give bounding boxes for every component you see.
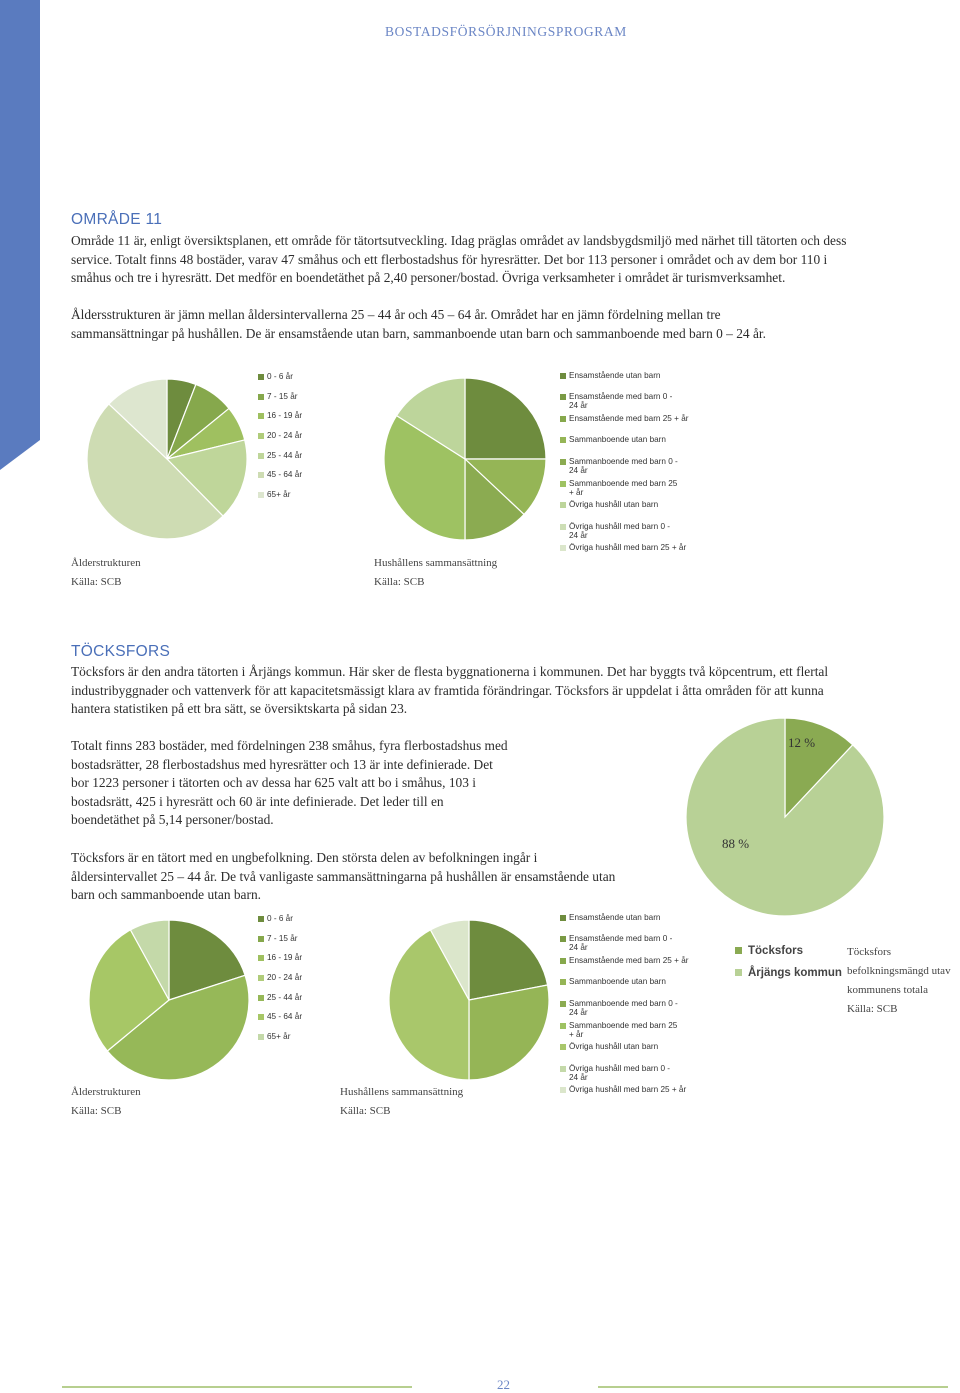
caption-line: befolkningsmängd utav <box>847 965 951 977</box>
legend-entry <box>560 392 679 410</box>
legend-swatch <box>560 958 566 964</box>
legend-entry <box>560 1042 658 1051</box>
omrade11-paragraph-1 <box>71 232 846 288</box>
legend-swatch <box>560 459 566 465</box>
legend-label: Övriga hushåll med barn 25 + år <box>569 1085 687 1094</box>
legend-label: 25 - 44 år <box>267 451 303 460</box>
legend-label: Sammanboende utan barn <box>569 435 666 444</box>
legend-label: Sammanboende med barn 0 - 24 år <box>569 999 678 1017</box>
legend-omrade11-age <box>258 372 358 507</box>
legend-label: 16 - 19 år <box>267 953 303 962</box>
legend-label: Sammanboende med barn 0 - 24 år <box>569 457 678 475</box>
legend-label: Övriga hushåll utan barn <box>569 500 659 509</box>
text-line: åldersintervallet 25 – 44 år. De två vanligaste sammansättningarna på hushållen är ensamstående utan <box>71 868 616 884</box>
pie-chart-omrade11-households <box>382 378 548 540</box>
legend-entry <box>560 1021 679 1039</box>
legend-entry <box>560 457 679 475</box>
legend-swatch <box>258 955 264 961</box>
legend-swatch <box>258 492 264 498</box>
legend-swatch <box>258 936 264 942</box>
caption-title: Hushållens sammansättning <box>374 557 498 569</box>
legend-entry <box>258 914 293 923</box>
legend-label: Sammanboende med barn 25 + år <box>569 479 678 497</box>
data-label-tocksfors: 12 % <box>788 735 816 750</box>
text-line: barn och sammanboende utan barn. <box>71 887 262 903</box>
legend-swatch <box>258 394 264 400</box>
legend-label: Ensamstående med barn 25 + år <box>569 414 689 423</box>
legend-entry <box>258 973 302 982</box>
legend-swatch <box>258 1014 264 1020</box>
section-heading-tocksfors: TÖCKSFORS <box>71 643 171 660</box>
text-line: Töcksfors är en tätort med en ungbefolkning. Den största delen av befolkningen ingår i <box>71 850 538 865</box>
legend-swatch <box>258 916 264 922</box>
sidebar-band <box>0 0 40 440</box>
legend-label: Sammanboende med barn 25 + år <box>569 1021 678 1039</box>
legend-entry <box>258 411 302 420</box>
pie-slice <box>469 985 549 1080</box>
legend-swatch <box>258 413 264 419</box>
legend-label: 7 - 15 år <box>267 934 298 943</box>
legend-label: Övriga hushåll utan barn <box>569 1042 659 1051</box>
legend-swatch <box>258 995 264 1001</box>
legend-swatch <box>258 453 264 459</box>
legend-swatch <box>258 374 264 380</box>
legend-entry <box>560 977 666 986</box>
section-heading-omrade11: OMRÅDE 11 <box>71 211 163 228</box>
legend-swatch <box>560 1023 566 1029</box>
legend-swatch <box>560 394 566 400</box>
legend-entry <box>258 451 302 460</box>
legend-swatch <box>560 915 566 921</box>
legend-swatch <box>560 373 566 379</box>
legend-swatch <box>560 1001 566 1007</box>
legend-label: 65+ år <box>267 1032 291 1041</box>
data-label-arjang: 88 % <box>722 836 750 851</box>
legend-swatch <box>258 433 264 439</box>
legend-label: 25 - 44 år <box>267 993 303 1002</box>
legend-entry <box>258 372 293 381</box>
legend-label: 20 - 24 år <box>267 973 303 982</box>
legend-swatch <box>258 1034 264 1040</box>
caption-tocksfors-population <box>847 943 951 1019</box>
tocksfors-paragraph-1 <box>71 663 828 719</box>
text-line: bostadsrätt, 425 i hyresrätt och 60 är inte definierade. Det leder till en <box>71 793 444 809</box>
legend-label: 7 - 15 år <box>267 392 298 401</box>
legend-entry <box>560 479 679 497</box>
caption-source: Källa: SCB <box>71 1105 122 1117</box>
legend-swatch <box>560 416 566 422</box>
legend-entry <box>735 945 803 957</box>
text-line: Töcksfors är den andra tätorten i Årjängs kommun. Här sker de flesta byggnationerna i kommunen. Det har byggts två köpcentrum, ett flertal <box>71 664 829 679</box>
legend-label: Ensamstående med barn 25 + år <box>569 956 689 965</box>
legend-entry <box>258 934 298 943</box>
caption-tocksfors-age <box>71 1083 141 1121</box>
legend-entry <box>560 371 661 380</box>
pie-chart-omrade11-age <box>86 379 248 539</box>
text-line: sammansättningar på hushållen. De är ensamstående utan barn, sammanboende utan barn och sammanboende med barn 0 – 24 år. <box>71 325 766 341</box>
text-line: Åldersstrukturen är jämn mellan åldersintervallerna 25 – 44 år och 45 – 64 år. Området har en jämn fördelning mellan tre <box>71 307 721 322</box>
caption-omrade11-households <box>374 554 497 592</box>
legend-label: Ensamstående utan barn <box>569 371 661 380</box>
legend-entry <box>560 543 686 552</box>
tocksfors-paragraph-3 <box>71 849 615 905</box>
pie-slice <box>686 718 884 916</box>
caption-source: Källa: SCB <box>71 576 122 588</box>
legend-entry <box>560 435 666 444</box>
caption-title: Hushållens sammansättning <box>340 1086 464 1098</box>
legend-label: 16 - 19 år <box>267 411 303 420</box>
legend-entry <box>560 1085 686 1094</box>
legend-entry <box>258 953 302 962</box>
text-line: boendetäthet på 5,14 personer/bostad. <box>71 812 274 828</box>
legend-label: Årjängs kommun <box>748 967 842 979</box>
legend-swatch <box>258 975 264 981</box>
legend-swatch <box>560 1087 566 1093</box>
legend-entry <box>258 392 298 401</box>
legend-swatch <box>560 524 566 530</box>
legend-swatch <box>560 1044 566 1050</box>
legend-swatch <box>560 481 566 487</box>
legend-entry <box>560 522 679 540</box>
legend-label: 45 - 64 år <box>267 1012 303 1021</box>
legend-label: 65+ år <box>267 490 291 499</box>
legend-entry <box>258 1032 290 1041</box>
legend-label: Övriga hushåll med barn 0 - 24 år <box>569 1064 671 1082</box>
legend-swatch <box>560 545 566 551</box>
pie-slice <box>465 378 546 459</box>
legend-entry <box>560 934 679 952</box>
legend-entry <box>560 414 688 423</box>
legend-swatch <box>560 1066 566 1072</box>
caption-title: Ålderstrukturen <box>71 557 141 569</box>
caption-title: Ålderstrukturen <box>71 1086 141 1098</box>
sidebar-band-tip <box>0 440 40 470</box>
legend-swatch <box>560 936 566 942</box>
legend-swatch <box>560 502 566 508</box>
caption-line: kommunens totala <box>847 984 928 996</box>
text-line: bostadsrätter, 28 flerbostadshus med hyresrätter och 13 är inte definierade. Det <box>71 756 493 772</box>
caption-line: Töcksfors <box>847 946 891 958</box>
pie-chart-tocksfors-age <box>88 920 250 1080</box>
pie-chart-tocksfors-share <box>684 718 886 916</box>
legend-tocksfors-share <box>735 945 845 985</box>
legend-label: 20 - 24 år <box>267 431 303 440</box>
caption-tocksfors-households <box>340 1083 463 1121</box>
legend-entry <box>560 500 658 509</box>
text-line: service. Totalt finns 48 bostäder, varav 47 småhus och ett flerbostadshus för hyresrätter. Det bor 113 personer i området och av dem bor 110 i <box>71 251 828 267</box>
legend-label: Ensamstående med barn 0 - 24 år <box>569 392 673 410</box>
legend-swatch <box>560 979 566 985</box>
omrade11-paragraph-2 <box>71 306 766 343</box>
footer-line-left <box>62 1386 412 1388</box>
legend-entry <box>258 1012 302 1021</box>
legend-tocksfors-households <box>560 913 700 1098</box>
caption-source: Källa: SCB <box>374 576 425 588</box>
text-line: bor 1223 personer i tätorten och av dessa har 625 valt att bo i småhus, 103 i <box>71 775 476 791</box>
legend-omrade11-households <box>560 371 700 556</box>
legend-entry <box>258 431 302 440</box>
legend-label: Sammanboende utan barn <box>569 977 666 986</box>
legend-entry <box>560 1064 679 1082</box>
legend-swatch <box>735 947 742 954</box>
legend-label: Ensamstående med barn 0 - 24 år <box>569 934 673 952</box>
legend-label: Övriga hushåll med barn 0 - 24 år <box>569 522 671 540</box>
text-line: industribyggnader och vattenverk för att kapacitetsmässigt klara av framtida förändringar. Töcksfors är uppdelat i åtta områden för att kunna <box>71 682 824 698</box>
legend-entry <box>560 913 661 922</box>
legend-label: Ensamstående utan barn <box>569 913 661 922</box>
text-line: småhus och tre i hyresrätt. Det medför en boendetäthet på 2,40 personer/bostad. Övriga verksamheter i området är turismverksamhet. <box>71 270 786 286</box>
page-number: 22 <box>497 1377 510 1392</box>
legend-entry <box>560 956 688 965</box>
legend-tocksfors-age <box>258 914 358 1049</box>
legend-label: 0 - 6 år <box>267 914 293 923</box>
legend-swatch <box>258 472 264 478</box>
tocksfors-paragraph-2 <box>71 737 508 830</box>
text-line: hantera statistiken på ett bra sätt, se översiktskarta på sidan 23. <box>71 701 408 717</box>
footer-line-right <box>598 1386 948 1388</box>
caption-source: Källa: SCB <box>847 1003 898 1015</box>
legend-entry <box>735 967 842 979</box>
caption-omrade11-age <box>71 554 141 592</box>
legend-entry <box>560 999 679 1017</box>
legend-entry <box>258 993 302 1002</box>
legend-label: Övriga hushåll med barn 25 + år <box>569 543 687 552</box>
legend-swatch <box>560 437 566 443</box>
legend-swatch <box>735 969 742 976</box>
legend-entry <box>258 490 290 499</box>
caption-source: Källa: SCB <box>340 1105 391 1117</box>
page-header: BOSTADSFÖRSÖRJNINGSPROGRAM <box>385 24 627 39</box>
legend-entry <box>258 470 302 479</box>
legend-label: 0 - 6 år <box>267 372 293 381</box>
legend-label: 45 - 64 år <box>267 470 303 479</box>
text-line: Totalt finns 283 bostäder, med fördelningen 238 småhus, fyra flerbostadshus med <box>71 738 508 753</box>
legend-label: Töcksfors <box>748 945 803 957</box>
pie-chart-tocksfors-households <box>386 920 552 1080</box>
text-line: Område 11 är, enligt översiktsplanen, ett område för tätortsutveckling. Idag präglas området av landsbygdsmiljö med närhet till tätorten och dess <box>71 233 847 248</box>
